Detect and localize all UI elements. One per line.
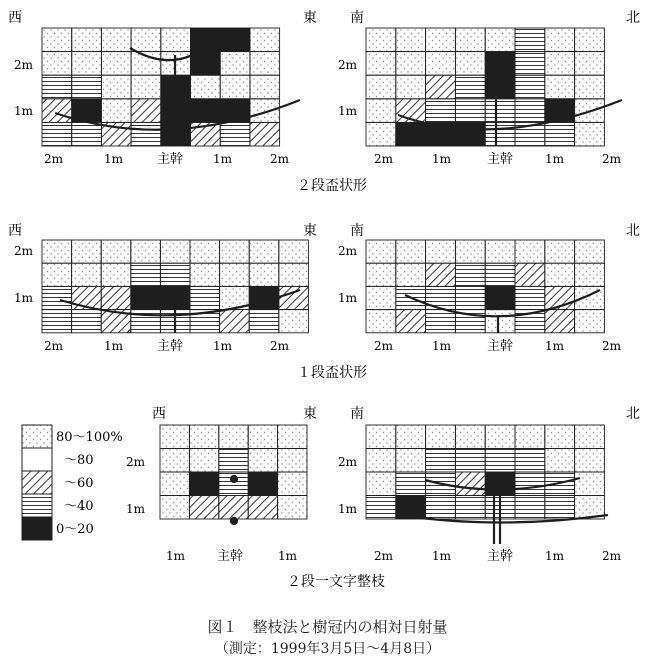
cell-60: [131, 99, 161, 123]
cell-80-100: [131, 75, 161, 99]
hscale-f3: 主幹: [487, 549, 514, 564]
cell-80-100: [545, 263, 575, 286]
label-north-bottom: 北: [626, 406, 640, 422]
hscale-b3: 主幹: [487, 152, 514, 167]
cell-0-20: [485, 52, 515, 76]
hscale-f2: 1m: [432, 549, 452, 563]
hscale-c1: 2m: [44, 339, 64, 353]
hscale-d1: 2m: [374, 339, 394, 353]
cell-40: [485, 449, 515, 473]
cell-80-100: [72, 240, 102, 263]
cell-60: [101, 286, 131, 309]
section-title-ichimonji: ２段一文字整枝: [287, 574, 385, 590]
hscale-c5: 2m: [270, 339, 290, 353]
cell-80-100: [545, 28, 575, 52]
hscale-a1: 2m: [44, 152, 64, 166]
cell-80-100: [545, 425, 575, 449]
cell-40: [220, 122, 250, 146]
cell-40: [455, 286, 485, 309]
cell-80-100: [191, 75, 221, 99]
cell-40: [515, 496, 545, 520]
cell-40: [515, 75, 545, 99]
cell-40: [485, 122, 515, 146]
vscale-1m-6: 1m: [338, 502, 358, 516]
hscale-f1: 2m: [374, 549, 394, 563]
cell-80-100: [72, 52, 102, 76]
cell-80-100: [131, 240, 161, 263]
cell-80-100: [101, 99, 131, 123]
cell-60: [250, 122, 280, 146]
grid-1dan-south-north: [366, 240, 604, 333]
cell-60: [396, 310, 426, 333]
legend-label-0-20: 0〜20: [56, 522, 94, 537]
cell-80-100: [366, 310, 396, 333]
cell-80-100: [455, 240, 485, 263]
cell-40: [426, 496, 456, 520]
cell-80-100: [575, 449, 605, 473]
cell-80-100: [545, 449, 575, 473]
cell-80-100: [485, 310, 515, 333]
hscale-d5: 2m: [602, 339, 622, 353]
hscale-c2: 1m: [104, 339, 124, 353]
vscale-1m-2: 1m: [338, 104, 358, 118]
cell-0-20: [485, 75, 515, 99]
cell-0-20: [160, 286, 190, 309]
cell-80-100: [485, 425, 515, 449]
hscale-b1: 2m: [374, 152, 394, 166]
cell-40: [515, 52, 545, 76]
figure-note: （測定：1999年3月5日〜4月8日）: [214, 641, 441, 657]
cell-40: [131, 310, 161, 333]
label-south-bottom: 南: [350, 406, 364, 422]
cell-80-100: [575, 263, 605, 286]
hscale-e2: 主幹: [217, 549, 244, 564]
vscale-1m-1: 1m: [14, 104, 34, 118]
cell-80-100: [220, 240, 250, 263]
cell-80-100: [515, 425, 545, 449]
hscale-d2: 1m: [432, 339, 452, 353]
hscale-f4: 1m: [545, 549, 565, 563]
cell-40: [426, 99, 456, 123]
cell-80-100: [249, 240, 279, 263]
legend-swatch-40: [22, 494, 52, 517]
cell-40: [42, 75, 72, 99]
cell-60: [426, 75, 456, 99]
hscale-d4: 1m: [545, 339, 565, 353]
cell-80-100: [278, 449, 307, 473]
cell-80-100: [250, 52, 280, 76]
legend-swatch-60: [22, 471, 52, 494]
cell-0-20: [131, 286, 161, 309]
cell-40: [249, 310, 279, 333]
cell-80-100: [249, 263, 279, 286]
cell-80-100: [219, 425, 248, 449]
label-south-top: 南: [350, 10, 364, 26]
cell-60: [426, 263, 456, 286]
cell-80-100: [250, 99, 280, 123]
vscale-2m-5: 2m: [126, 455, 146, 469]
vscale-2m-3: 2m: [14, 244, 34, 258]
cell-60: [515, 263, 545, 286]
cell-80-100: [190, 263, 220, 286]
vscale-1m-5: 1m: [126, 502, 146, 516]
cell-60: [189, 496, 218, 520]
legend: [22, 425, 123, 540]
cell-80-100: [220, 52, 250, 76]
cell-40: [455, 496, 485, 520]
vscale-2m-6: 2m: [338, 455, 358, 469]
label-east-bottom: 東: [303, 406, 317, 422]
cell-80-100: [396, 75, 426, 99]
cell-60: [42, 99, 72, 123]
cell-80-100: [545, 240, 575, 263]
cell-80-100: [366, 122, 396, 146]
cell-40: [515, 286, 545, 309]
cell-80-100: [72, 28, 102, 52]
cell-80-100: [190, 240, 220, 263]
cell-80-100: [545, 75, 575, 99]
cell-80-100: [248, 449, 277, 473]
cell-80-100: [426, 240, 456, 263]
vscale-2m-1: 2m: [14, 58, 34, 72]
cell-80-100: [396, 240, 426, 263]
cell-80-100: [396, 28, 426, 52]
hscale-b2: 1m: [432, 152, 452, 166]
cell-80-100: [42, 240, 72, 263]
cell-60: [279, 286, 309, 309]
cell-40: [366, 496, 396, 520]
hscale-a3: 主幹: [157, 152, 184, 167]
hscale-c3: 主幹: [157, 339, 184, 354]
cell-80-100: [131, 28, 161, 52]
cell-80-100: [485, 28, 515, 52]
section-title-1dan: １段盃状形: [297, 365, 367, 381]
cell-80-100: [426, 28, 456, 52]
cell-40: [426, 449, 456, 473]
label-east-top: 東: [303, 10, 317, 26]
hscale-a4: 1m: [213, 152, 233, 166]
cell-40: [455, 449, 485, 473]
cell-80-100: [545, 52, 575, 76]
cell-80-100: [248, 425, 277, 449]
cell-80-100: [279, 263, 309, 286]
cell-80-100: [515, 240, 545, 263]
cell-80-100: [455, 28, 485, 52]
cell-80-100: [101, 28, 131, 52]
cell-80-100: [250, 28, 280, 52]
hscale-f5: 2m: [602, 549, 622, 563]
label-east-mid: 東: [303, 223, 317, 239]
label-west-mid: 西: [8, 223, 22, 239]
cell-80-100: [366, 52, 396, 76]
cell-80-100: [575, 310, 605, 333]
cell-80-100: [366, 449, 396, 473]
cell-80-100: [278, 425, 307, 449]
grid-2dan-west-east: [42, 28, 280, 146]
cell-40: [515, 28, 545, 52]
cell-80-100: [366, 240, 396, 263]
figure-caption: 図１ 整枝法と樹冠内の相対日射量: [207, 618, 448, 636]
vscale-1m-4: 1m: [338, 291, 358, 305]
cell-80-100: [101, 75, 131, 99]
cell-40: [515, 449, 545, 473]
cell-0-20: [248, 472, 277, 496]
cell-40: [455, 99, 485, 123]
cell-80-100: [160, 240, 190, 263]
node-ichimonji-lower: [231, 518, 237, 524]
legend-label-60: 〜60: [64, 476, 94, 491]
cell-80-100: [220, 75, 250, 99]
cell-40: [131, 263, 161, 286]
cell-40: [42, 286, 72, 309]
hscale-c4: 1m: [213, 339, 233, 353]
cell-80-100: [396, 263, 426, 286]
label-south-mid: 南: [350, 223, 364, 239]
cell-40: [485, 263, 515, 286]
cell-80-100: [189, 449, 218, 473]
cell-80-100: [426, 425, 456, 449]
cell-80-100: [160, 425, 189, 449]
cell-80-100: [366, 99, 396, 123]
cell-40: [545, 496, 575, 520]
cell-80-100: [396, 52, 426, 76]
cell-80-100: [220, 263, 250, 286]
cell-0-20: [220, 28, 250, 52]
cell-0-20: [191, 99, 221, 123]
cell-40: [515, 472, 545, 496]
cell-40: [72, 122, 102, 146]
cell-40: [485, 99, 515, 123]
cell-40: [42, 122, 72, 146]
label-north-top: 北: [626, 10, 640, 26]
hscale-a5: 2m: [270, 152, 290, 166]
section-title-2dan: ２段盃状形: [297, 178, 367, 194]
cell-80-100: [250, 75, 280, 99]
hscale-a2: 1m: [104, 152, 124, 166]
hscale-b5: 2m: [602, 152, 622, 166]
cell-80-100: [366, 75, 396, 99]
cell-40: [219, 449, 248, 473]
cell-80-100: [189, 425, 218, 449]
vscale-1m-3: 1m: [14, 291, 34, 305]
cell-40: [455, 263, 485, 286]
grid-ichimonji-west-east: [160, 425, 307, 519]
cell-40: [72, 75, 102, 99]
label-north-mid: 北: [626, 223, 640, 239]
cell-80-100: [366, 286, 396, 309]
cell-80-100: [160, 449, 189, 473]
legend-label-40: 〜40: [64, 499, 94, 514]
cell-40: [72, 310, 102, 333]
cell-60: [219, 496, 248, 520]
cell-80-100: [160, 472, 189, 496]
cell-60: [248, 496, 277, 520]
cell-80-100: [366, 472, 396, 496]
cell-0-20: [396, 122, 426, 146]
cell-40: [426, 310, 456, 333]
vscale-2m-4: 2m: [338, 244, 358, 258]
hscale-e1: 1m: [166, 549, 186, 563]
cell-60: [455, 472, 485, 496]
cell-40: [545, 122, 575, 146]
node-ichimonji-upper: [231, 476, 237, 482]
vscale-2m-2: 2m: [338, 58, 358, 72]
label-west-top: 西: [8, 10, 22, 26]
cell-80-100: [426, 52, 456, 76]
cell-40: [455, 75, 485, 99]
cell-80-100: [42, 52, 72, 76]
cell-60: [220, 310, 250, 333]
cell-80-100: [279, 240, 309, 263]
cell-0-20: [189, 472, 218, 496]
cell-80-100: [160, 496, 189, 520]
hscale-b4: 1m: [545, 152, 565, 166]
cell-80-100: [278, 472, 307, 496]
legend-label-80-100: 80〜100%: [56, 430, 123, 445]
hscale-d3: 主幹: [487, 339, 514, 354]
cell-80-100: [396, 449, 426, 473]
cell-40: [515, 99, 545, 123]
legend-label-80: 〜80: [64, 453, 94, 468]
cell-40: [131, 122, 161, 146]
cell-40: [190, 286, 220, 309]
cell-80-100: [366, 263, 396, 286]
grid-ichimonji-south-north: [366, 425, 604, 519]
cell-40: [396, 472, 426, 496]
grid-2dan-south-north: [366, 28, 604, 146]
cell-80-100: [101, 240, 131, 263]
cell-40: [42, 310, 72, 333]
legend-swatch-0-20: [22, 517, 52, 540]
cell-80-100: [72, 263, 102, 286]
cell-40: [160, 263, 190, 286]
cell-80-100: [279, 310, 309, 333]
cell-80-100: [101, 263, 131, 286]
cell-80-100: [455, 425, 485, 449]
hscale-e3: 1m: [278, 549, 298, 563]
cell-0-20: [191, 52, 221, 76]
cell-80-100: [575, 52, 605, 76]
cell-80-100: [278, 496, 307, 520]
legend-swatch-80-100: [22, 425, 52, 448]
cell-80-100: [366, 28, 396, 52]
cell-60: [545, 310, 575, 333]
cell-80-100: [396, 425, 426, 449]
cell-80-100: [366, 425, 396, 449]
cell-80-100: [575, 472, 605, 496]
cell-80-100: [455, 52, 485, 76]
cell-80-100: [575, 122, 605, 146]
label-west-bottom: 西: [152, 406, 166, 422]
cell-0-20: [455, 122, 485, 146]
cell-80-100: [485, 240, 515, 263]
cell-0-20: [485, 286, 515, 309]
cell-80-100: [575, 28, 605, 52]
cell-80-100: [161, 28, 191, 52]
cell-80-100: [101, 52, 131, 76]
cell-80-100: [575, 75, 605, 99]
legend-swatch-80: [22, 448, 52, 471]
cell-80-100: [42, 28, 72, 52]
cell-80-100: [575, 240, 605, 263]
cell-80-100: [42, 263, 72, 286]
cell-80-100: [575, 425, 605, 449]
